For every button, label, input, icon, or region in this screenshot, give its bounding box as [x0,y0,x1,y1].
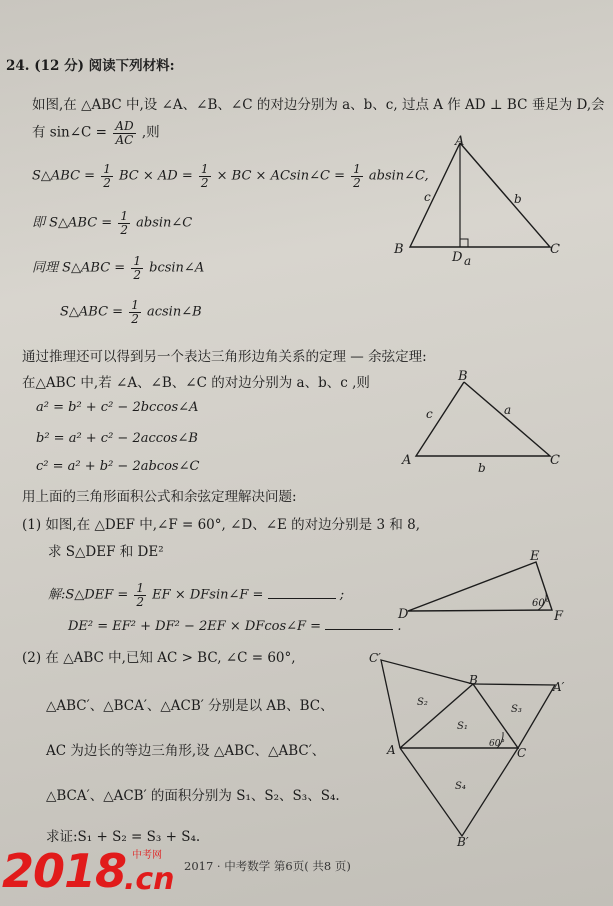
fig1-label-b: b [514,192,522,206]
intro-line-2: 有 sin∠C = $\frac{AD}{AC}$ ,则 [32,119,160,147]
fig4-label-S3: S₃ [511,704,522,715]
fig2-label-a: a [504,403,512,417]
fig4-label-A: A [387,743,396,757]
answer-blank-de-squared[interactable] [325,629,393,630]
figure-cosine-triangle [400,368,580,473]
task-q1-line-2: 求 S△DEF 和 DE² [48,544,164,560]
intro-line-1: 如图,在 △ABC 中,设 ∠A、∠B、∠C 的对边分别为 a、b、c, 过点 A 作 AD ⊥ BC 垂足为 D,会 [32,97,605,113]
task-q1-solution-1: 解:S△DEF = $\frac{1}{2}$ EF × DFsin∠F = ; [48,581,345,609]
fig4-label-S4: S₄ [455,781,466,792]
fig4-label-S1: S₁ [457,721,468,732]
task-q2-line-4: △BCA′、△ACB′ 的面积分别为 S₁、S₂、S₃、S₄. [46,788,340,804]
cosine-eq-1: a² = b² + c² − 2bccos∠A [36,400,199,415]
fig4-label-Aprime: A′ [553,680,565,694]
figure-altitude-triangle [390,135,570,270]
figure-equilateral-construction [365,650,580,850]
task-q2-line-1: (2) 在 △ABC 中,已知 AC > BC, ∠C = 60°, [22,650,296,666]
logo-main-text: 2018 [2,844,127,898]
task-q2-line-2: △ABC′、△BCA′、△ACB′ 分别是以 AB、BC、 [46,698,334,714]
task-q1-solution-2: DE² = EF² + DF² − 2EF × DFcos∠F = . [68,619,402,634]
fig1-label-C: C [550,242,560,257]
fig4-label-C: C [517,746,527,760]
fig4-angle-label: 60° [489,739,505,749]
fig2-label-c: c [426,407,433,421]
fig1-label-a: a [464,254,472,268]
problem-heading [6,58,175,74]
site-logo [2,840,175,902]
task-q2-line-5: 求证:S₁ + S₂ = S₃ + S₄. [46,829,201,845]
fig3-angle-label: 60° [532,598,550,609]
fig3-label-E: E [530,549,540,564]
page-footer: 2017 · 中考数学 第6页( 共8 页) [184,859,351,873]
logo-domain-text: .cn [124,862,175,897]
fig2-label-B: B [458,369,468,384]
problem-score: (12 分) [34,58,84,74]
fig1-label-D: D [452,250,463,265]
figure-def-triangle [398,548,578,624]
cosine-intro: 通过推理还可以得到另一个表达三角形边角关系的定理 — 余弦定理: [22,349,427,365]
logo-tag-text: 中考网 [132,850,162,861]
cosine-setup: 在△ABC 中,若 ∠A、∠B、∠C 的对边分别为 a、b、c ,则 [22,375,370,391]
task-q1-line-1: (1) 如图,在 △DEF 中,∠F = 60°, ∠D、∠E 的对边分别是 3 和 8, [22,517,421,533]
derivation-line-3: 同理 S△ABC = $\frac{1}{2}$ bcsin∠A [32,254,205,282]
fig2-label-b: b [478,461,486,475]
fig1-label-B: B [394,242,404,257]
fig3-label-F: F [554,609,564,624]
derivation-line-1: S△ABC = $\frac{1}{2}$ BC × AD = $\frac{1}{2}$ × BC × ACsin∠C = $\frac{1}{2}$ absin∠C, [32,162,429,190]
fig2-label-A: A [402,453,412,468]
fig4-label-Bprime: B′ [457,835,469,849]
fig4-label-S2: S₂ [417,697,428,708]
fig1-label-c: c [424,190,431,204]
task-intro: 用上面的三角形面积公式和余弦定理解决问题: [22,489,297,505]
fig1-label-A: A [455,134,465,149]
problem-title: 阅读下列材料: [88,58,175,74]
fig3-label-D: D [398,607,409,622]
fig4-label-Cprime: C′ [369,651,381,665]
derivation-line-2: 即 S△ABC = $\frac{1}{2}$ absin∠C [32,209,193,237]
problem-number: 24. [6,58,30,74]
derivation-line-4: S△ABC = $\frac{1}{2}$ acsin∠B [60,298,202,326]
cosine-eq-3: c² = a² + b² − 2abcos∠C [36,459,200,474]
fig2-label-C: C [550,453,560,468]
answer-blank-area[interactable] [268,598,336,599]
task-q2-line-3: AC 为边长的等边三角形,设 △ABC、△ABC′、 [46,743,326,759]
fig4-label-B: B [469,673,478,687]
sin-fraction: $\frac{AD}{AC}$ [115,119,134,147]
cosine-eq-2: b² = a² + c² − 2accos∠B [36,431,198,446]
